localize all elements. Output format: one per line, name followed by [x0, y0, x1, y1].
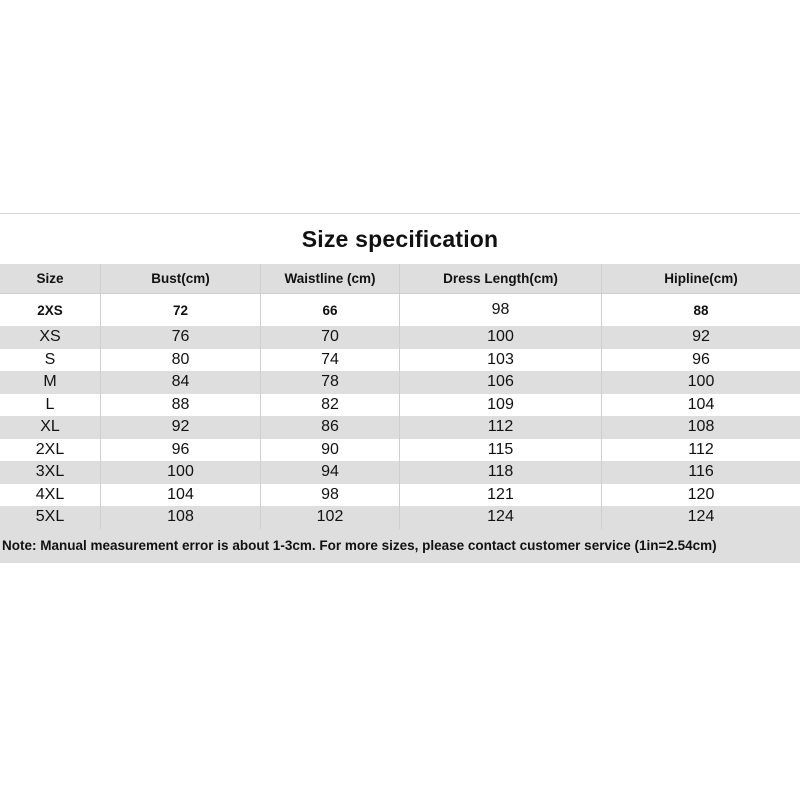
cell-size: XS [0, 326, 101, 349]
cell-waistline: 90 [261, 439, 400, 462]
cell-hipline: 92 [692, 328, 710, 346]
table-header-row [0, 264, 800, 294]
cell-waistline: 94 [261, 461, 400, 484]
header-bust: Bust(cm) [101, 264, 261, 293]
cell-dress-length: 109 [400, 394, 602, 417]
cell-dress-length: 115 [400, 439, 602, 462]
table-row [0, 394, 800, 417]
cell-dress-length: 106 [400, 371, 602, 394]
cell-bust: 96 [101, 439, 261, 462]
cell-bust: 76 [101, 326, 261, 349]
cell-hipline: 100 [687, 373, 715, 391]
header-size: Size [0, 264, 101, 293]
cell-hipline: 120 [687, 485, 715, 503]
cell-size: 5XL [0, 506, 101, 529]
size-chart [0, 213, 800, 563]
cell-hipline: 124 [687, 508, 715, 526]
header-dress-length: Dress Length(cm) [400, 264, 602, 293]
table-row [0, 506, 800, 529]
cell-hipline: 112 [688, 440, 714, 458]
cell-bust: 104 [101, 484, 261, 507]
cell-dress-length: 103 [400, 349, 602, 372]
table-row [0, 484, 800, 507]
page-title: Size specification [301, 226, 499, 252]
cell-dress-length: 121 [400, 484, 602, 507]
table-row [0, 416, 800, 439]
cell-bust: 100 [101, 461, 261, 484]
cell-bust: 72 [101, 294, 261, 326]
cell-dress-length: 112 [400, 416, 602, 439]
header-hipline: Hipline(cm) [664, 271, 738, 286]
cell-size: S [0, 349, 101, 372]
table-row [0, 461, 800, 484]
cell-size: XL [0, 416, 101, 439]
cell-hipline: 116 [688, 463, 714, 481]
cell-hipline: 104 [687, 395, 715, 413]
size-table [0, 264, 800, 529]
table-row [0, 349, 800, 372]
cell-dress-length: 98 [400, 294, 602, 326]
cell-waistline: 66 [261, 294, 400, 326]
cell-bust: 92 [101, 416, 261, 439]
cell-waistline: 74 [261, 349, 400, 372]
cell-waistline: 70 [261, 326, 400, 349]
cell-hipline: 88 [693, 302, 709, 318]
cell-size: 2XS [0, 294, 101, 326]
cell-bust: 108 [101, 506, 261, 529]
cell-bust: 80 [101, 349, 261, 372]
measurement-note: Note: Manual measurement error is about 1-3cm. For more sizes, please contact customer service (1in=2.54cm) [0, 529, 800, 563]
cell-dress-length: 100 [400, 326, 602, 349]
cell-dress-length: 124 [400, 506, 602, 529]
cell-size: L [0, 394, 101, 417]
cell-bust: 88 [101, 394, 261, 417]
cell-waistline: 78 [261, 371, 400, 394]
cell-waistline: 98 [261, 484, 400, 507]
table-row [0, 439, 800, 462]
table-row [0, 326, 800, 349]
table-row [0, 294, 800, 326]
cell-waistline: 86 [261, 416, 400, 439]
cell-size: M [0, 371, 101, 394]
cell-hipline: 96 [692, 350, 710, 368]
cell-size: 2XL [0, 439, 101, 462]
cell-bust: 84 [101, 371, 261, 394]
cell-size: 3XL [0, 461, 101, 484]
cell-waistline: 82 [261, 394, 400, 417]
cell-waistline: 102 [261, 506, 400, 529]
cell-hipline: 108 [687, 418, 715, 436]
table-row [0, 371, 800, 394]
cell-size: 4XL [0, 484, 101, 507]
header-waistline: Waistline (cm) [261, 264, 400, 293]
cell-dress-length: 118 [400, 461, 602, 484]
